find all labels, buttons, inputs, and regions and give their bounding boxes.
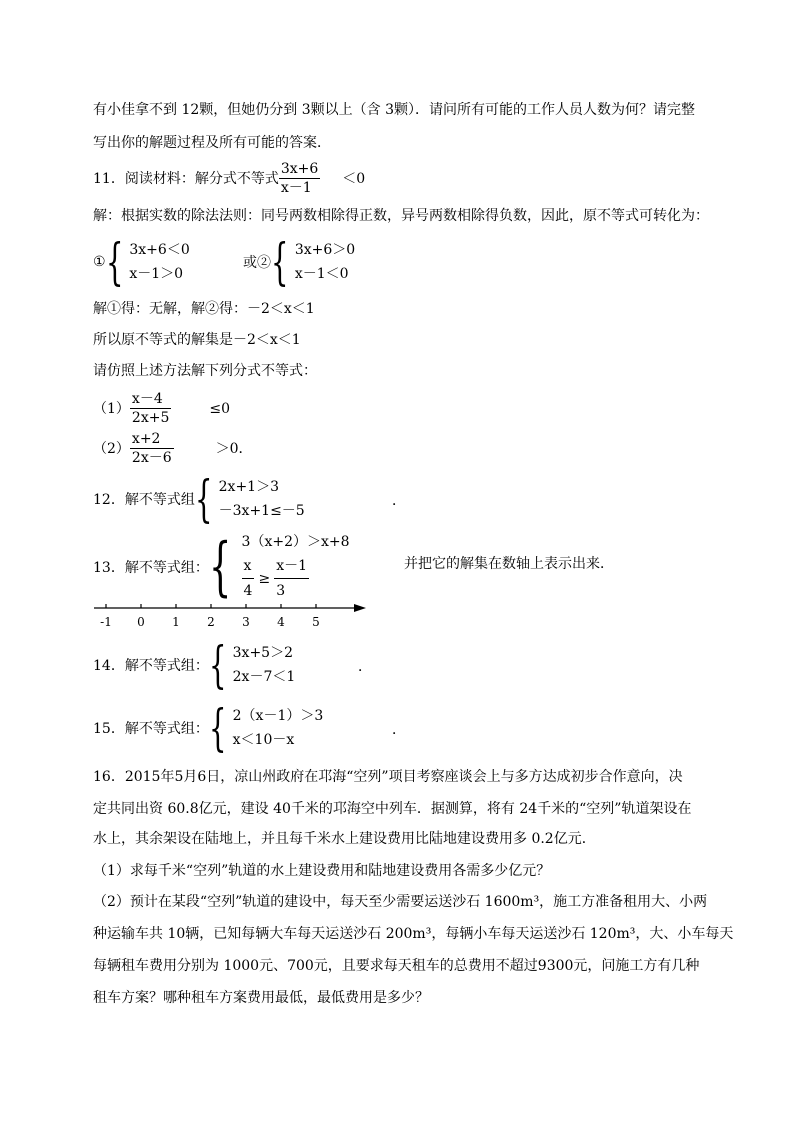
- p13-rel: ≥: [258, 570, 271, 587]
- p15-system: [93, 699, 324, 757]
- p12-line: 2x+1＞3: [218, 479, 279, 495]
- p16-q2-line2: 种运输车共 10辆，已知每辆大车每天运送沙石 200m³，每辆小车每天运送沙石 120m³，大、小车每天: [93, 926, 734, 942]
- p11-header: [93, 160, 365, 197]
- p12-system: [93, 470, 305, 528]
- p11-q2-label: （2）: [93, 440, 130, 457]
- p13-prefix: 13．解不等式组：: [93, 559, 209, 576]
- number-line-tick-label: 4: [277, 615, 285, 629]
- p16-line3: 水上，其余架设在陆地上，并且每千米水上建设费用比陆地建设费用多 0.2亿元．: [93, 831, 596, 847]
- p11-case1-label: ①: [93, 254, 106, 270]
- p12-prefix: 12．解不等式组: [93, 492, 195, 508]
- p12-line: －3x+1≤－5: [218, 503, 305, 519]
- p16-q2-line1: （2）预计在某段“空列”轨道的建设中，每天至少需要运送沙石 1600m³，施工方准备租用大、小两: [93, 894, 708, 910]
- p13-lines: [242, 530, 350, 603]
- p13-frac1-den: 4: [243, 583, 253, 599]
- p11-case2-line: x－1＜0: [294, 266, 349, 282]
- p11-conclusion: 所以原不等式的解集是－2＜x＜1: [93, 332, 301, 348]
- p14-line: 2x－7＜1: [232, 669, 296, 685]
- p10-line2: 写出你的解题过程及所有可能的答案．: [93, 135, 331, 151]
- p11-q1-num: x－4: [130, 390, 171, 409]
- p14-suffix: ．: [358, 659, 372, 675]
- p15-line: 2（x－1）＞3: [232, 708, 324, 724]
- p16-line1: 16．2015年5月6日，凉山州政府在邛海“空列”项目考察座谈会上与多方达成初步合作意向，决: [93, 769, 683, 785]
- p13-line1: 3（x+2）＞x+8: [241, 534, 350, 550]
- brace-icon: {: [271, 233, 289, 291]
- p11-q1-suffix: ≤0: [209, 400, 231, 417]
- p11-q2-den: 2x－6: [131, 450, 172, 466]
- p12-lines: [219, 475, 305, 523]
- p16-q1: （1）求每千米“空列”轨道的水上建设费用和陆地建设费用各需多少亿元？: [93, 863, 551, 879]
- p11-case1-line: 3x+6＜0: [129, 242, 190, 258]
- brace-icon: {: [194, 470, 213, 528]
- p13-system: [93, 530, 350, 603]
- number-line-tick-label: 0: [137, 615, 145, 629]
- p11-case1-line: x－1＞0: [129, 266, 184, 282]
- p14-line: 3x+5＞2: [232, 645, 293, 661]
- p12-suffix: ．: [392, 493, 406, 509]
- p11-frac-den: x－1: [280, 180, 312, 196]
- arrow-right-icon: [354, 604, 366, 612]
- p11-solution-intro: 解：根据实数的除法法则：同号两数相除得正数，异号两数相除得负数，因此，原不等式可转化为：: [93, 208, 709, 224]
- number-line-tick-label: 1: [172, 615, 180, 629]
- p11-q1-label: （1）: [93, 400, 130, 417]
- p11-prefix: 11．阅读材料：解分式不等式: [93, 170, 279, 187]
- p11-q2-fraction: [130, 430, 174, 467]
- p10-line1: 有小佳拿不到 12颗，但她仍分到 3颗以上（含 3颗）．请问所有可能的工作人员人数为何？请完整: [93, 102, 695, 118]
- p14-system: [93, 636, 296, 694]
- p13-frac2-num: x－1: [274, 554, 309, 579]
- p13-frac1-num: x: [242, 554, 255, 579]
- p11-suffix: ＜0: [342, 170, 366, 187]
- number-line-tick-label: 3: [242, 615, 250, 629]
- p14-prefix: 14．解不等式组：: [93, 658, 209, 674]
- p13-suffix: 并把它的解集在数轴上表示出来．: [404, 556, 614, 572]
- p13-frac2-den: 3: [276, 583, 286, 599]
- number-line-tick-label: -1: [100, 615, 112, 629]
- p15-suffix: ．: [392, 722, 406, 738]
- number-line: [90, 596, 380, 636]
- p11-q1: [93, 390, 230, 427]
- p16-q2-line4: 租车方案？哪种租车方案费用最低，最低费用是多少？: [93, 990, 429, 1006]
- p11-solve-line: 解①得：无解，解②得：－2＜x＜1: [93, 301, 315, 317]
- p16-q2-line3: 每辆租车费用分别为 1000元、700元，且要求每天租车的总费用不超过9300元，问施工方有几种: [93, 958, 700, 974]
- p11-case2-label: 或②: [243, 255, 271, 271]
- brace-icon: {: [208, 529, 232, 604]
- p11-case2-lines: [295, 238, 355, 286]
- p11-q2-suffix: ＞0．: [215, 440, 253, 457]
- p11-case2-line: 3x+6＞0: [294, 242, 356, 258]
- brace-icon: {: [208, 636, 227, 694]
- p11-q1-den: 2x+5: [131, 410, 170, 426]
- number-line-tick-label: 2: [207, 615, 215, 629]
- p11-case2: [243, 233, 356, 291]
- p16-line2: 定共同出资 60.8亿元，建设 40千米的邛海空中列车．据测算，将有 24千米的“空列”轨道架设在: [93, 801, 692, 817]
- p15-prefix: 15．解不等式组：: [93, 721, 209, 737]
- p11-case1: [93, 233, 190, 291]
- p11-fraction: [279, 160, 320, 197]
- p11-q1-fraction: [130, 390, 171, 427]
- p15-lines: [233, 704, 324, 752]
- p11-q2: [93, 430, 253, 467]
- number-line-tick-label: 5: [312, 615, 320, 629]
- p11-frac-num: 3x+6: [280, 161, 319, 177]
- p11-task: 请仿照上述方法解下列分式不等式：: [93, 363, 317, 379]
- p15-line: x＜10－x: [232, 732, 295, 748]
- p11-q2-num: x+2: [130, 430, 174, 449]
- p11-case1-lines: [129, 238, 189, 286]
- brace-icon: {: [105, 233, 124, 291]
- p14-lines: [233, 641, 296, 689]
- brace-icon: {: [208, 699, 227, 757]
